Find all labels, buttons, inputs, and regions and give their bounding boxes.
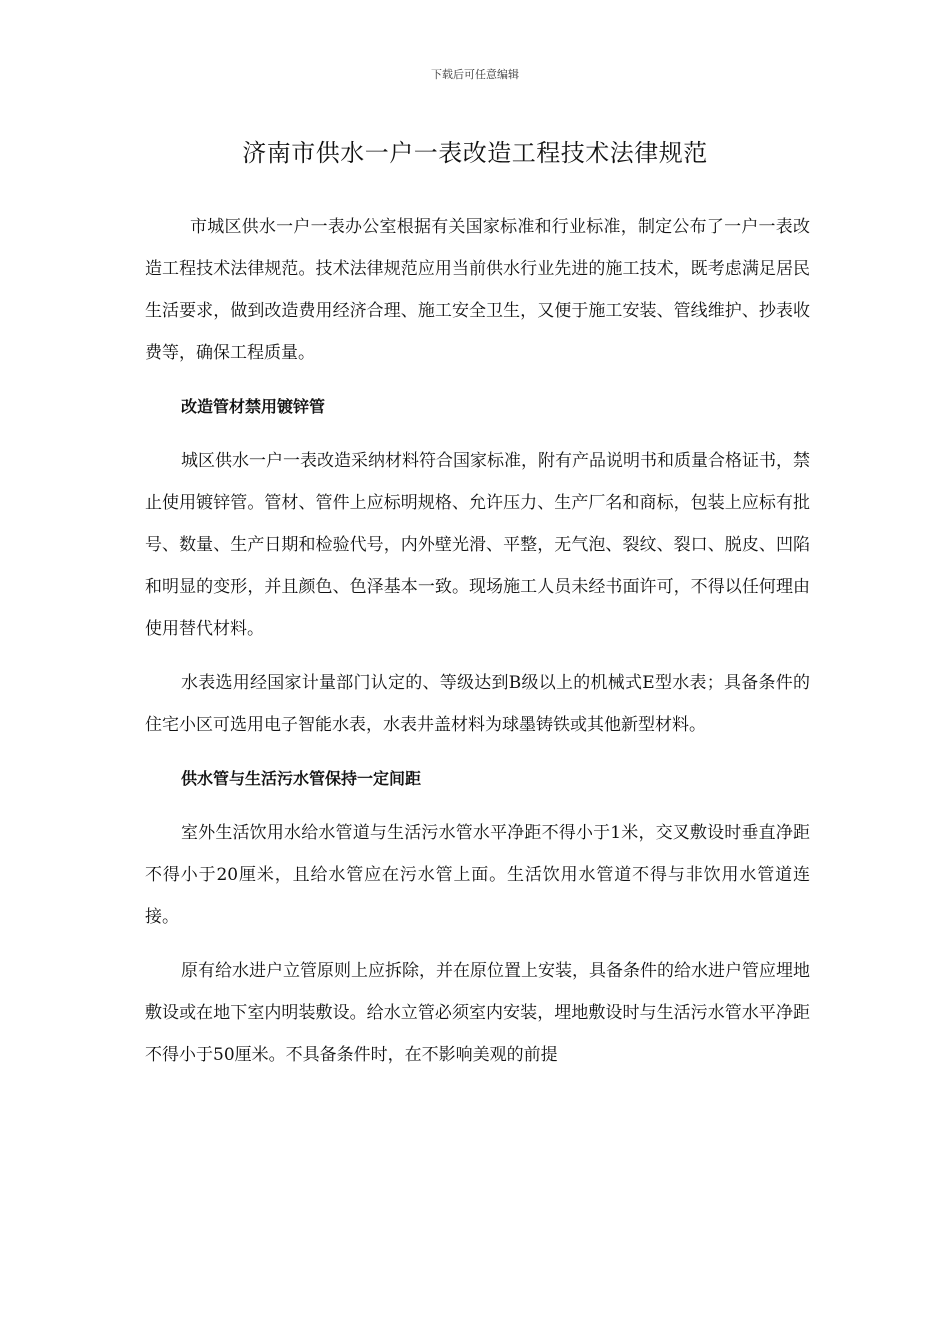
header-note: 下载后可任意编辑 bbox=[431, 68, 519, 81]
pipe-materials-paragraph: 城区供水一户一表改造采纳材料符合国家标准，附有产品说明书和质量合格证书，禁止使用镀锌管。管材、管件上应标明规格、允许压力、生产厂名和商标，包装上应标有批号、数量、生产日期和检验代号，内外壁光滑、平整，无气泡、裂纹、裂口、脱皮、凹陷和明显的变形，并且颜色、色泽基本一致。现场施工人员未经书面许可，不得以任何理由使用替代材料。 bbox=[145, 451, 810, 639]
document-body bbox=[145, 206, 810, 1088]
section-heading-pipe-materials: 改造管材禁用镀锌管 bbox=[181, 397, 326, 416]
document-title: 济南市供水一户一表改造工程技术法律规范 bbox=[242, 139, 708, 167]
riser-pipe-paragraph: 原有给水进户立管原则上应拆除，并在原位置上安装，具备条件的给水进户管应埋地敷设或在地下室内明装敷设。给水立管必须室内安装，埋地敷设时与生活污水管水平净距不得小于50厘米。不具备条件时，在不影响美观的前提 bbox=[145, 961, 810, 1065]
pipe-spacing-paragraph: 室外生活饮用水给水管道与生活污水管水平净距不得小于1米，交叉敷设时垂直净距不得小于20厘米，且给水管应在污水管上面。生活饮用水管道不得与非饮用水管道连接。 bbox=[145, 823, 810, 927]
water-meter-paragraph: 水表选用经国家计量部门认定的、等级达到B级以上的机械式E型水表；具备条件的住宅小区可选用电子智能水表，水表井盖材料为球墨铸铁或其他新型材料。 bbox=[145, 673, 810, 735]
section-heading-pipe-spacing: 供水管与生活污水管保持一定间距 bbox=[181, 769, 422, 788]
intro-paragraph: 市城区供水一户一表办公室根据有关国家标准和行业标准，制定公布了一户一表改造工程技术法律规范。技术法律规范应用当前供水行业先进的施工技术，既考虑满足居民生活要求，做到改造费用经济合理、施工安全卫生，又便于施工安装、管线维护、抄表收费等，确保工程质量。 bbox=[145, 217, 810, 363]
